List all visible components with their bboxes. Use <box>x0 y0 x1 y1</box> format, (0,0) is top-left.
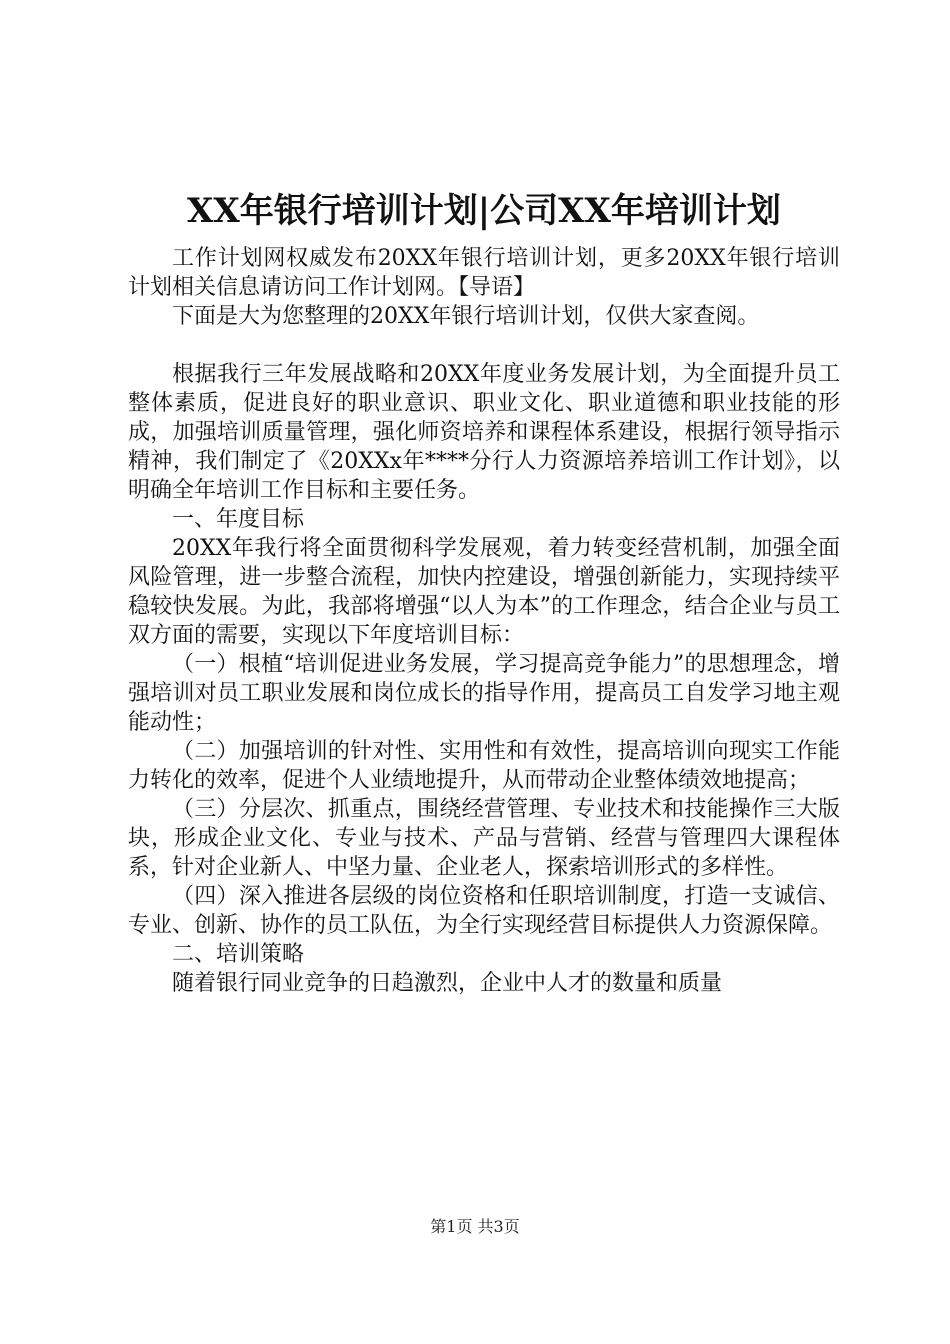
body-paragraph: 根据我行三年发展战略和20XX年度业务发展计划，为全面提升员工整体素质，促进良好的职业意识、职业文化、职业道德和职业技能的形成，加强培训质量管理，强化师资培养和课程体系建设，根据行领导指示精神，我们制定了《20XXx年****分行人力资源培养培训工作计划》，以明确全年培训工作目标和主要任务。 <box>128 362 840 503</box>
body-paragraph: 随着银行同业竞争的日趋激烈，企业中人才的数量和质量 <box>172 971 723 996</box>
intro-paragraph: 工作计划网权威发布20XX年银行培训计划，更多20XX年银行培训计划相关信息请访问工作计划网。【导语】 <box>128 246 840 300</box>
intro-note: 下面是大为您整理的20XX年银行培训计划，仅供大家查阅。 <box>172 304 760 329</box>
document-title: XX年银行培训计划|公司XX年培训计划 <box>187 191 781 231</box>
section-heading-goals: 一、年度目标 <box>172 507 305 532</box>
goal-item-1: （一）根植“培训促进业务发展，学习提高竞争能力”的思想理念，增强培训对员工职业发展和岗位成长的指导作用，提高员工自发学习地主观能动性； <box>128 652 840 735</box>
body-paragraph: 20XX年我行将全面贯彻科学发展观，着力转变经营机制，加强全面风险管理，进一步整合流程，加快内控建设，增强创新能力，实现持续平稳较快发展。为此，我部将增强“以人为本”的工作理念，结合企业与员工双方面的需要，实现以下年度培训目标： <box>128 536 840 648</box>
document-page <box>128 182 840 998</box>
goal-item-3: （三）分层次、抓重点，围绕经营管理、专业技术和技能操作三大版块，形成企业文化、专业与技术、产品与营销、经营与管理四大课程体系，针对企业新人、中坚力量、企业老人，探索培训形式的多样性。 <box>128 797 840 880</box>
page-indicator: 第1页 共3页 <box>430 1217 520 1236</box>
goal-item-2: （二）加强培训的针对性、实用性和有效性，提高培训向现实工作能力转化的效率，促进个人业绩地提升，从而带动企业整体绩效地提高； <box>128 739 840 793</box>
goal-item-4: （四）深入推进各层级的岗位资格和任职培训制度，打造一支诚信、专业、创新、协作的员工队伍，为全行实现经营目标提供人力资源保障。 <box>128 884 840 938</box>
section-heading-strategy: 二、培训策略 <box>172 942 305 967</box>
